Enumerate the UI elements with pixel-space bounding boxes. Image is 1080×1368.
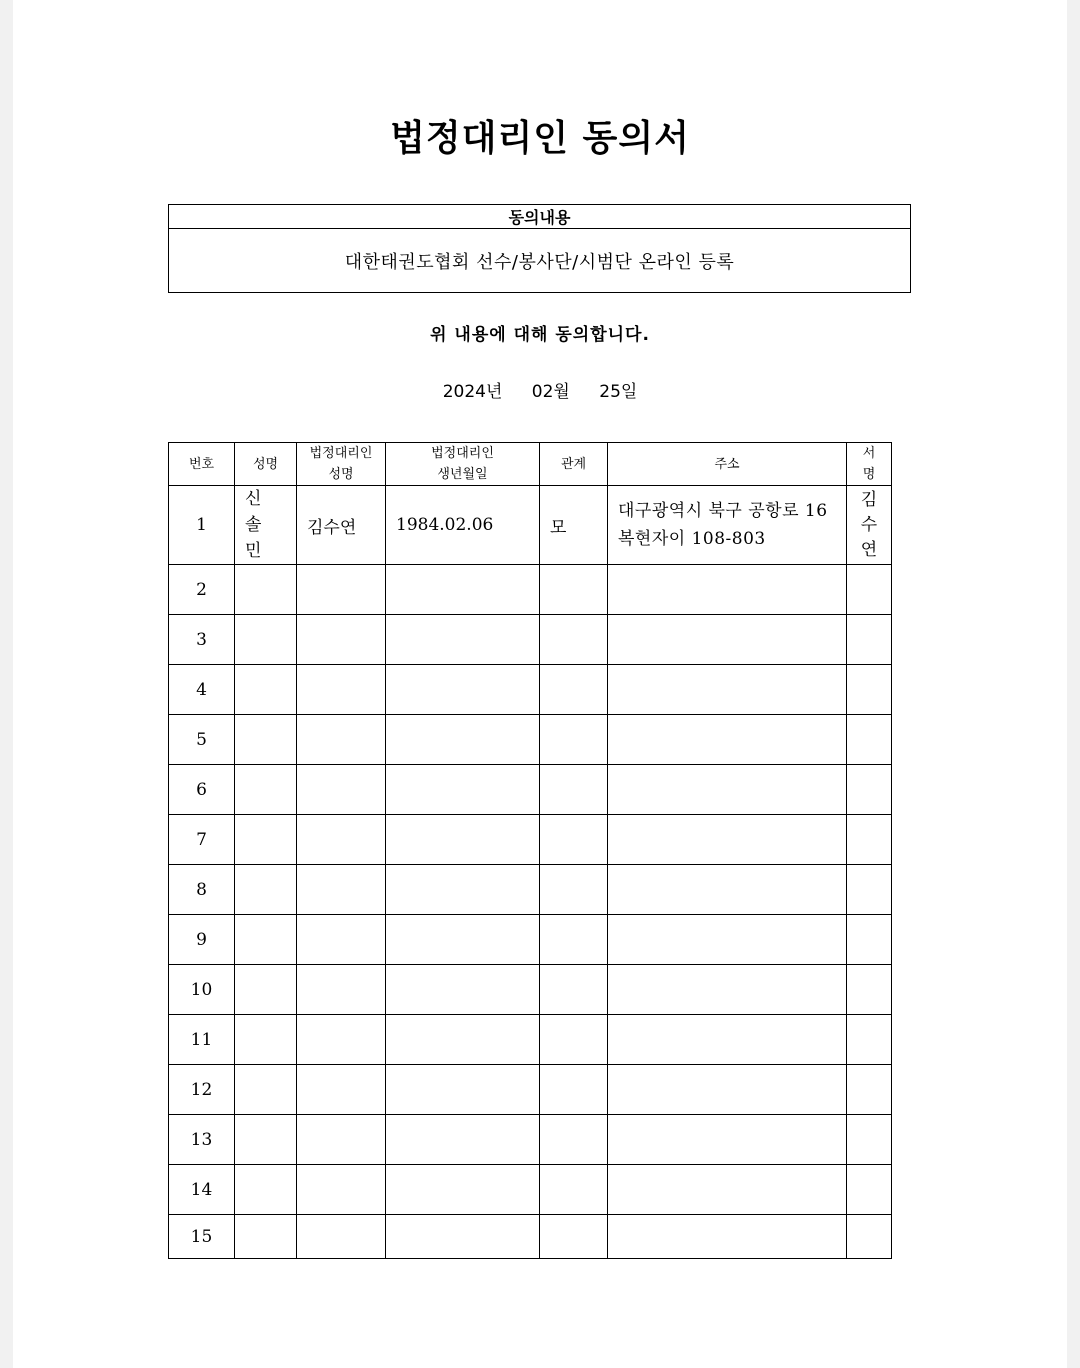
cell-signature xyxy=(847,1165,892,1215)
cell-address xyxy=(608,486,847,565)
agreement-statement: 위 내용에 대해 동의합니다. xyxy=(430,325,650,345)
cell-name xyxy=(235,615,297,665)
cell-address xyxy=(608,615,847,665)
cell-relation xyxy=(540,1065,608,1115)
cell-no: 6 xyxy=(169,765,235,815)
cell-guardian-birth xyxy=(386,915,540,965)
cell-guardian-birth xyxy=(386,1065,540,1115)
cell-guardian-name xyxy=(297,865,386,915)
table-row xyxy=(169,815,892,865)
cell-address xyxy=(608,1115,847,1165)
cell-signature xyxy=(847,815,892,865)
cell-signature-line3: 연 xyxy=(860,539,878,560)
cell-no: 13 xyxy=(169,1115,235,1165)
cell-name xyxy=(235,1065,297,1115)
header-guardian-birth-line2: 생년월일 xyxy=(437,467,488,482)
cell-no: 4 xyxy=(169,665,235,715)
cell-relation: 모 xyxy=(540,486,608,565)
consent-body: 대한태권도협회 선수/봉사단/시범단 온라인 등록 xyxy=(169,229,911,293)
cell-name xyxy=(235,765,297,815)
cell-guardian-name xyxy=(297,1065,386,1115)
cell-guardian-birth xyxy=(386,865,540,915)
cell-guardian-name xyxy=(297,1165,386,1215)
cell-signature xyxy=(847,1065,892,1115)
table-row xyxy=(169,765,892,815)
cell-address-line1: 대구광역시 북구 공항로 16 xyxy=(618,501,828,521)
table-row xyxy=(169,1115,892,1165)
cell-guardian-name xyxy=(297,615,386,665)
cell-relation xyxy=(540,865,608,915)
cell-relation xyxy=(540,1215,608,1259)
cell-guardian-birth xyxy=(386,615,540,665)
cell-guardian-birth xyxy=(386,815,540,865)
cell-guardian-name xyxy=(297,915,386,965)
cell-relation xyxy=(540,615,608,665)
date-day: 25일 xyxy=(599,382,638,402)
cell-guardian-name xyxy=(297,1115,386,1165)
cell-guardian-name xyxy=(297,565,386,615)
cell-guardian-birth xyxy=(386,765,540,815)
cell-relation xyxy=(540,715,608,765)
cell-signature xyxy=(847,765,892,815)
cell-signature xyxy=(847,615,892,665)
cell-guardian-birth xyxy=(386,1215,540,1259)
cell-guardian-birth xyxy=(386,965,540,1015)
cell-no: 5 xyxy=(169,715,235,765)
cell-address xyxy=(608,1165,847,1215)
header-guardian-name-line1: 법정대리인 xyxy=(309,446,373,461)
cell-signature xyxy=(847,715,892,765)
cell-guardian-birth xyxy=(386,665,540,715)
header-relation: 관계 xyxy=(540,443,608,486)
cell-signature xyxy=(847,1115,892,1165)
header-guardian-birth xyxy=(386,443,540,486)
cell-no: 7 xyxy=(169,815,235,865)
cell-name xyxy=(235,565,297,615)
table-row xyxy=(169,486,892,565)
cell-guardian-birth xyxy=(386,1015,540,1065)
header-guardian-birth-line1: 법정대리인 xyxy=(431,446,494,461)
cell-name xyxy=(235,665,297,715)
cell-no: 8 xyxy=(169,865,235,915)
cell-relation xyxy=(540,665,608,715)
cell-no: 1 xyxy=(169,486,235,565)
cell-address xyxy=(608,865,847,915)
cell-name xyxy=(235,1115,297,1165)
header-no: 번호 xyxy=(169,443,235,486)
table-row xyxy=(169,1015,892,1065)
cell-guardian-name xyxy=(297,1015,386,1065)
cell-relation xyxy=(540,915,608,965)
header-name: 성명 xyxy=(235,443,297,486)
table-row xyxy=(169,865,892,915)
cell-guardian-name: 김수연 xyxy=(297,486,386,565)
cell-guardian-birth: 1984.02.06 xyxy=(386,486,540,565)
document-title: 법정대리인 동의서 xyxy=(390,118,690,159)
cell-signature xyxy=(847,1215,892,1259)
cell-no: 10 xyxy=(169,965,235,1015)
header-guardian-name-line2: 성명 xyxy=(328,467,354,482)
cell-name xyxy=(235,815,297,865)
cell-guardian-birth xyxy=(386,715,540,765)
cell-signature xyxy=(847,915,892,965)
cell-guardian-name xyxy=(297,665,386,715)
cell-relation xyxy=(540,1115,608,1165)
cell-name xyxy=(235,486,297,565)
cell-guardian-birth xyxy=(386,1165,540,1215)
cell-signature xyxy=(847,665,892,715)
guardian-table xyxy=(168,442,892,1259)
cell-address xyxy=(608,815,847,865)
consent-date xyxy=(0,377,1080,402)
header-sign-line2: 명 xyxy=(862,467,876,482)
table-row xyxy=(169,565,892,615)
cell-relation xyxy=(540,1015,608,1065)
cell-address xyxy=(608,765,847,815)
cell-address xyxy=(608,665,847,715)
cell-name xyxy=(235,1215,297,1259)
table-row xyxy=(169,915,892,965)
table-header-row xyxy=(169,443,892,486)
cell-signature xyxy=(847,865,892,915)
cell-no: 3 xyxy=(169,615,235,665)
cell-no: 14 xyxy=(169,1165,235,1215)
header-guardian-name xyxy=(297,443,386,486)
header-sign-line1: 서 xyxy=(862,446,876,461)
cell-relation xyxy=(540,1165,608,1215)
cell-signature xyxy=(847,486,892,565)
cell-name xyxy=(235,965,297,1015)
cell-signature xyxy=(847,565,892,615)
date-year: 2024년 xyxy=(442,382,503,402)
cell-signature xyxy=(847,965,892,1015)
header-sign xyxy=(847,443,892,486)
table-row xyxy=(169,665,892,715)
cell-name xyxy=(235,915,297,965)
cell-no: 15 xyxy=(169,1215,235,1259)
table-row xyxy=(169,1215,892,1259)
cell-no: 12 xyxy=(169,1065,235,1115)
consent-content-box xyxy=(168,204,911,293)
consent-header: 동의내용 xyxy=(169,205,911,229)
cell-address xyxy=(608,915,847,965)
cell-address-line2: 복현자이 108-803 xyxy=(618,529,766,549)
cell-guardian-name xyxy=(297,965,386,1015)
cell-guardian-name xyxy=(297,765,386,815)
cell-relation xyxy=(540,765,608,815)
cell-address xyxy=(608,565,847,615)
cell-address xyxy=(608,1065,847,1115)
cell-address xyxy=(608,1215,847,1259)
cell-guardian-name xyxy=(297,1215,386,1259)
table-row xyxy=(169,615,892,665)
cell-no: 9 xyxy=(169,915,235,965)
cell-address xyxy=(608,1015,847,1065)
cell-no: 11 xyxy=(169,1015,235,1065)
date-month: 02월 xyxy=(531,382,570,402)
cell-signature xyxy=(847,1015,892,1065)
cell-guardian-birth xyxy=(386,565,540,615)
cell-name xyxy=(235,715,297,765)
cell-name xyxy=(235,1015,297,1065)
table-row xyxy=(169,1065,892,1115)
cell-signature-line1: 김 xyxy=(860,489,878,510)
cell-guardian-birth xyxy=(386,1115,540,1165)
cell-address xyxy=(608,715,847,765)
cell-signature-line2: 수 xyxy=(860,514,878,535)
cell-guardian-name xyxy=(297,715,386,765)
cell-no: 2 xyxy=(169,565,235,615)
cell-relation xyxy=(540,565,608,615)
cell-name xyxy=(235,865,297,915)
table-row xyxy=(169,1165,892,1215)
cell-name-line2: 민 xyxy=(245,541,272,561)
cell-relation xyxy=(540,965,608,1015)
header-address: 주소 xyxy=(608,443,847,486)
cell-name-line1: 신 솔 xyxy=(245,489,272,535)
cell-relation xyxy=(540,815,608,865)
cell-name xyxy=(235,1165,297,1215)
cell-address xyxy=(608,965,847,1015)
cell-guardian-name xyxy=(297,815,386,865)
table-row xyxy=(169,715,892,765)
table-row xyxy=(169,965,892,1015)
